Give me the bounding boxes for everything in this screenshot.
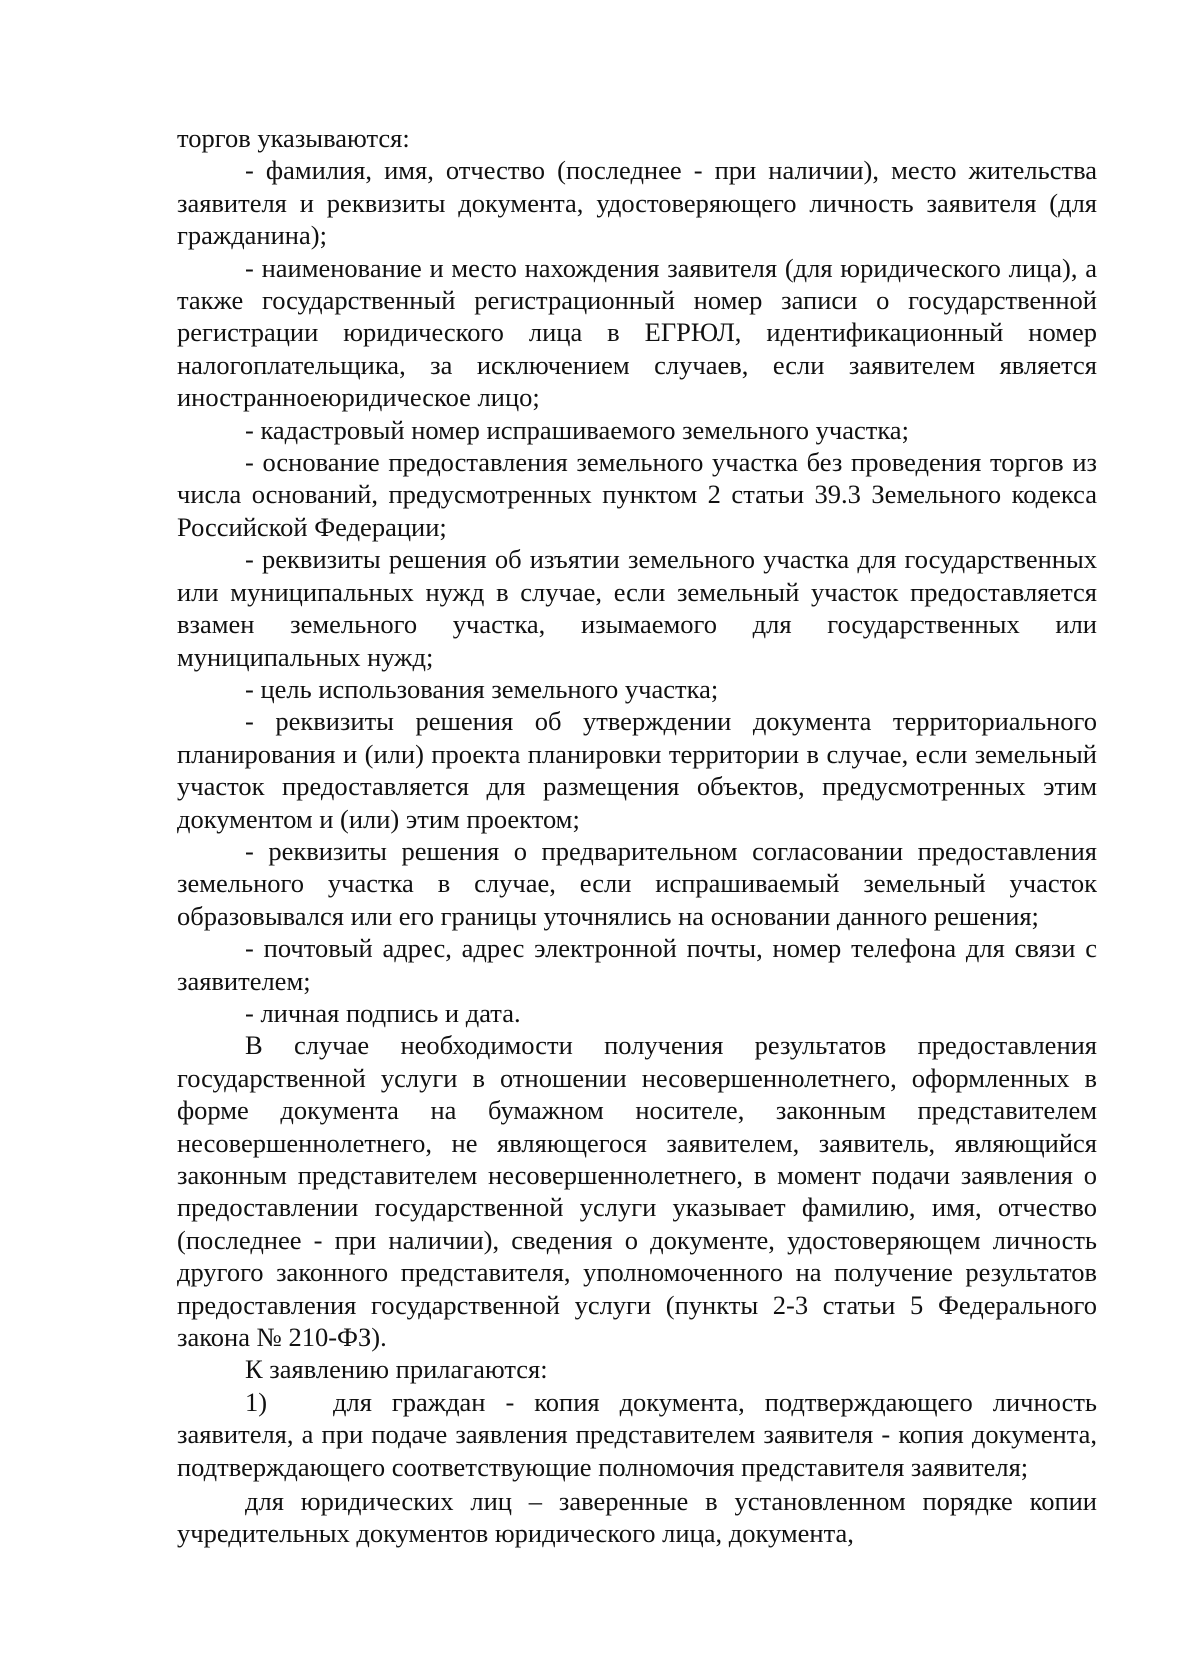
list-item-legal-entity: - наименование и место нахождения заявителя (для юридического лица), а также государственный регистрационный номер записи о государственной регистрации юридического лица в ЕГРЮЛ, идентификационный номер налогоплательщика, за исключением случаев, если заявителем является иностранноеюридическое лицо;: [177, 252, 1097, 413]
list-item-planning-decision: - реквизиты решения об утверждении документа территориального планирования и (или) проекта планировки территории в случае, если земельный участок предоставляется для размещения объектов, предусмотренных этим документом и (или) этим проектом;: [177, 706, 1097, 834]
attachment-number-label: 1): [245, 1386, 268, 1417]
list-item-cadastral-number: - кадастровый номер испрашиваемого земельного участка;: [245, 414, 909, 445]
list-item-purpose: - цель использования земельного участка;: [245, 673, 719, 704]
list-item-contacts: - почтовый адрес, адрес электронной почты, номер телефона для связи с заявителем;: [177, 933, 1097, 996]
paragraph-intro: торгов указываются:: [177, 123, 410, 153]
paragraph-minor-representative: В случае необходимости получения результатов предоставления государственной услуги в отношении несовершеннолетнего, оформленных в форме документа на бумажном носителе, законным представителем несовершеннолетнего, не являющегося заявителем, заявитель, являющийся законным представителем несовершеннолетнего, в момент подачи заявления о предоставлении государственной услуги указывает фамилию, имя, отчество (последнее - при наличии), сведения о документе, удостоверяющем личность другого законного представителя, уполномоченного на получение результатов предоставления государственной услуги (пункты 2-3 статьи 5 Федерального закона № 210-ФЗ).: [177, 1030, 1097, 1353]
list-item-full-name: - фамилия, имя, отчество (последнее - при наличии), место жительства заявителя и реквизиты документа, удостоверяющего личность заявителя (для гражданина);: [177, 155, 1097, 251]
paragraph-attachment-1: [177, 1386, 1097, 1483]
paragraph-attachments-heading: К заявлению прилагаются:: [245, 1354, 548, 1385]
paragraph-legal-entities: для юридических лиц – заверенные в установленном порядке копии учредительных документов юридического лица, документа,: [177, 1486, 1097, 1549]
list-item-preliminary-approval: - реквизиты решения о предварительном согласовании предоставления земельного участка в случае, если испрашиваемый земельный участок образовывался или его границы уточнялись на основании данного решения;: [177, 835, 1097, 931]
list-item-basis: - основание предоставления земельного участка без проведения торгов из числа оснований, предусмотренных пунктом 2 статьи 39.3 Земельного кодекса Российской Федерации;: [177, 447, 1097, 542]
attachment-1-text: для граждан - копия документа, подтверждающего личность заявителя, а при подаче заявления представителем заявителя - копия документа, подтверждающего соответствующие полномочия представителя заявителя;: [177, 1386, 1097, 1482]
list-item-signature: - личная подпись и дата.: [245, 997, 521, 1028]
document-page: [177, 122, 1097, 1550]
list-item-seizure-decision: - реквизиты решения об изъятии земельного участка для государственных или муниципальных нужд в случае, если земельный участок предоставляется взамен земельного участка, изымаемого для государственных или муниципальных нужд;: [177, 544, 1097, 672]
